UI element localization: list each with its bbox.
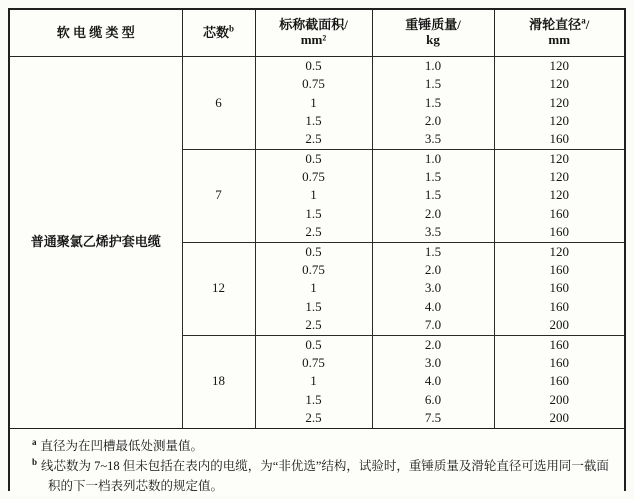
mass-cell: 7.0	[372, 316, 494, 335]
area-cell: 1	[255, 94, 372, 112]
area-cell: 2.5	[255, 316, 372, 335]
col-header-diameter-label: 滑轮直径	[529, 17, 582, 33]
area-cell: 2.5	[255, 224, 372, 243]
mass-cell: 3.0	[372, 280, 494, 298]
col-header-diameter-unit: mm	[548, 32, 571, 47]
area-cell: 1.5	[255, 205, 372, 223]
col-header-mass-label: 重锤质量/	[405, 17, 461, 33]
mass-cell: 1.5	[372, 187, 494, 205]
diameter-cell: 120	[549, 112, 569, 128]
area-cell: 0.5	[255, 57, 372, 76]
diameter-cell: 120	[494, 242, 624, 261]
diameter-cell: 160	[549, 205, 569, 221]
mass-cell: 3.5	[372, 131, 494, 150]
cores-cell: 7	[182, 149, 255, 242]
mass-cell: 3.5	[372, 224, 494, 243]
col-header-mass-unit: kg	[426, 32, 440, 47]
diameter-cell: 200	[549, 391, 569, 407]
mass-cell: 3.0	[372, 354, 494, 372]
cable-test-table	[10, 10, 624, 428]
diameter-cell: 120	[549, 76, 569, 92]
footnote-a	[32, 436, 614, 456]
area-cell: 1.5	[255, 298, 372, 316]
mass-cell: 6.0	[372, 391, 494, 409]
area-cell: 0.5	[255, 242, 372, 261]
diameter-cell: 120	[549, 187, 569, 203]
col-header-cores-label: 芯数	[202, 24, 229, 40]
mass-cell: 2.0	[372, 112, 494, 130]
area-cell: 0.75	[255, 75, 372, 93]
cable-type-cell: 普通聚氯乙烯护套电缆	[10, 57, 182, 428]
area-cell: 1.5	[255, 391, 372, 409]
mass-cell: 2.0	[372, 205, 494, 223]
diameter-cell: 160	[549, 224, 569, 240]
area-cell: 2.5	[255, 409, 372, 427]
diameter-cell: 120	[549, 57, 569, 73]
footnote-b	[32, 456, 614, 496]
area-cell: 1.5	[255, 112, 372, 130]
col-header-area	[255, 10, 372, 57]
diameter-cell: 120	[549, 169, 569, 185]
mass-cell: 1.5	[372, 75, 494, 93]
table-frame	[8, 8, 626, 491]
area-cell: 1	[255, 373, 372, 391]
diameter-cell: 120	[494, 149, 624, 168]
area-cell: 1	[255, 187, 372, 205]
col-header-cable-type	[10, 10, 182, 57]
area-cell: 0.5	[255, 335, 372, 354]
mass-cell: 4.0	[372, 373, 494, 391]
diameter-footnote-ref: a	[581, 15, 586, 26]
mass-cell: 1.0	[372, 149, 494, 168]
area-cell: 0.75	[255, 261, 372, 279]
area-cell: 0.5	[255, 149, 372, 168]
mass-cell: 1.5	[372, 242, 494, 261]
diameter-cell: 200	[549, 317, 569, 333]
area-cell: 1	[255, 280, 372, 298]
cores-cell: 12	[182, 242, 255, 335]
header-row	[10, 10, 624, 57]
footnote-a-text: 直径为在凹槽最低处测量值。	[40, 438, 204, 453]
col-header-cores	[182, 10, 255, 57]
mass-cell: 2.0	[372, 335, 494, 354]
mass-cell: 7.5	[372, 409, 494, 427]
diameter-cell: 160	[549, 262, 569, 278]
mass-cell: 1.5	[372, 168, 494, 186]
area-cell: 0.75	[255, 168, 372, 186]
cores-cell: 18	[182, 335, 255, 427]
table-header	[10, 10, 624, 57]
diameter-cell: 120	[549, 94, 569, 110]
mass-cell: 1.0	[372, 57, 494, 76]
col-header-diameter-line	[495, 15, 625, 33]
table-row	[10, 57, 624, 76]
col-header-area-label: 标称截面积/	[279, 17, 348, 33]
area-cell: 0.75	[255, 354, 372, 372]
footnote-b-text: 线芯数为 7~18 但未包括在表内的电缆，为“非优选”结构，试验时，重锤质量及滑轮直径可选用同一截面积的下一档表列芯数的规定值。	[41, 458, 609, 493]
footnotes-section	[10, 428, 624, 496]
footnote-b-marker: b	[32, 456, 38, 467]
area-cell: 2.5	[255, 131, 372, 150]
col-header-diameter	[494, 10, 624, 57]
diameter-cell: 160	[549, 131, 569, 147]
col-header-area-unit: mm²	[300, 32, 327, 47]
mass-cell: 1.5	[372, 94, 494, 112]
diameter-cell: 160	[549, 298, 569, 314]
mass-cell: 2.0	[372, 261, 494, 279]
diameter-cell: 200	[549, 410, 569, 426]
table-body	[10, 57, 624, 428]
col-header-mass	[372, 10, 494, 57]
mass-cell: 4.0	[372, 298, 494, 316]
col-header-diameter-slash: /	[585, 17, 590, 33]
diameter-cell: 160	[549, 373, 569, 389]
col-header-cable-type-label: 软 电 缆 类 型	[56, 24, 135, 40]
cores-footnote-ref: b	[229, 23, 235, 34]
diameter-cell: 160	[549, 280, 569, 296]
diameter-cell: 160	[549, 354, 569, 370]
cores-cell: 6	[182, 57, 255, 150]
footnote-a-marker: a	[32, 436, 37, 447]
diameter-cell: 160	[494, 335, 624, 354]
